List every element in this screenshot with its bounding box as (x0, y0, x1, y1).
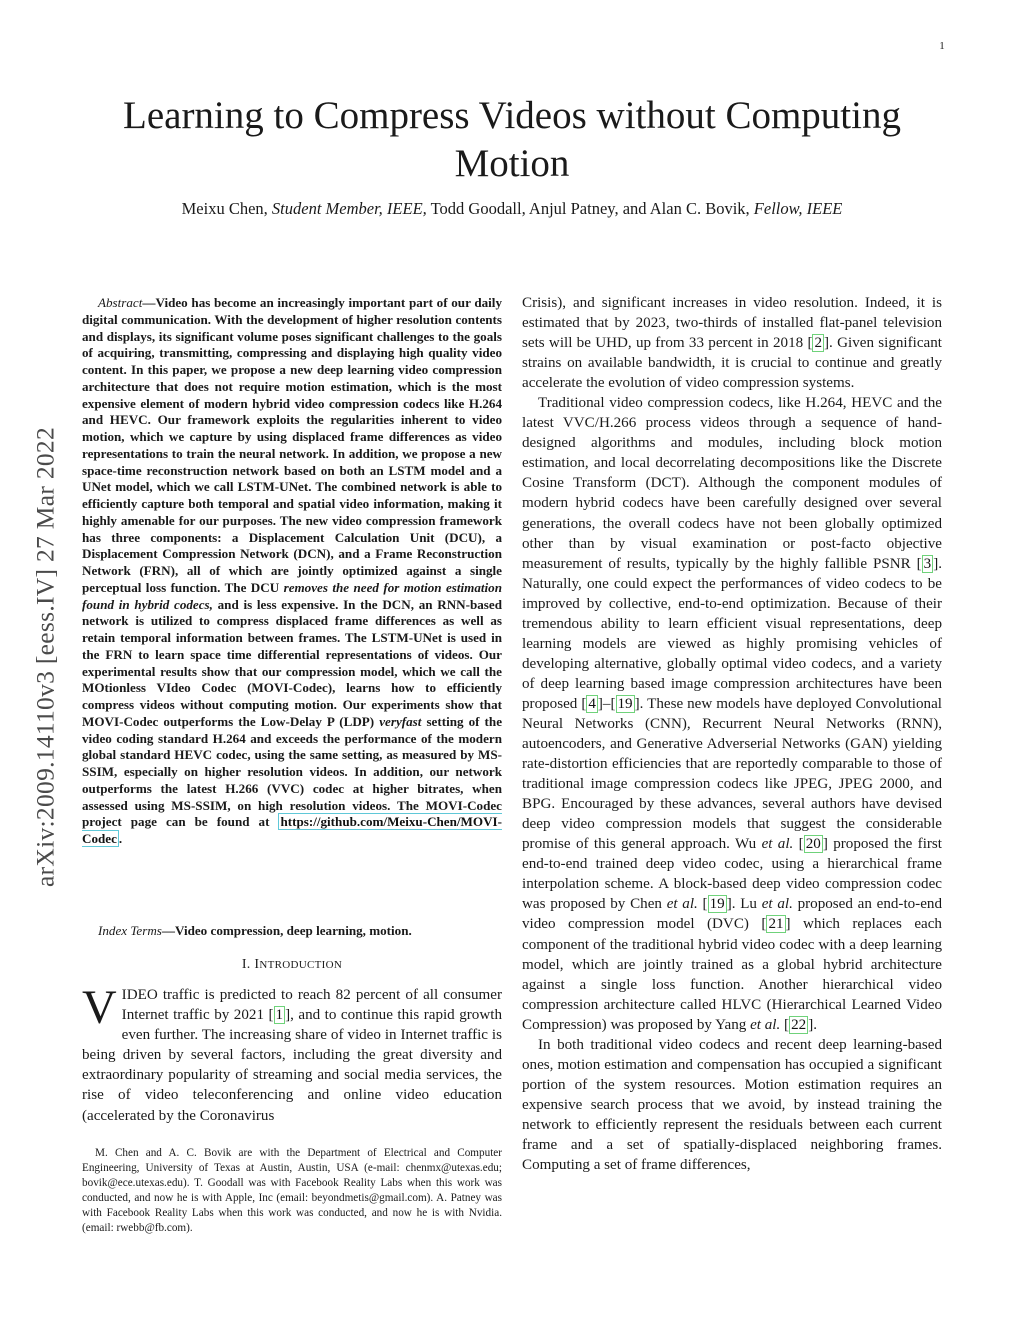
abstract-label: Abstract (98, 295, 143, 310)
abstract-text: —Video has become an increasingly important part of our daily digital communication. With the development of higher resolution contents and displays, its significant volume poses significant challenges to the goals of acquiring, transmitting, compressing and displaying high quality video content. In this paper, we propose a new deep learning video compression architecture that does not require motion estimation, which is the most expensive element of modern hybrid video compression codecs like H.264 and HEVC. Our framework exploits the regularities inherent to video motion, which we capture by using displaced frame differences as video representations to train the neural network. In addition, we propose a new space-time reconstruction network based on both an LSTM model and a UNet model, which we call LSTM-UNet. The combined network is able to efficiently capture both temporal and spatial video information, making it highly amenable for our purposes. The new video compression framework has three components: a Displacement Calculation Unit (DCU), a Displacement Compression Network (DCN), and a Frame Reconstruction Network (FRN), all of which are jointly optimized against a single perceptual loss function. The DCU (82, 295, 502, 595)
abstract (82, 295, 502, 848)
footnote: M. Chen and A. C. Bovik are with the Department of Electrical and Computer Engineering, University of Texas at Austin, Austin, USA (e-mail: chenmx@utexas.edu; bovik@ece.utexas.edu). T. Goodall was with Facebook Reality Labs when this work was conducted, and now he is with Apple, Inc (email: beyondmetis@gmail.com). A. Patney was with Facebook Reality Labs when this work was conducted, and now he is with Nvidia. (email: rwebb@fb.com). (82, 1147, 502, 1235)
drop-cap: V (82, 981, 117, 1034)
citation-link[interactable]: 3 (923, 555, 932, 572)
paragraph (522, 293, 942, 393)
body-text: ]. Given significant strains on available bandwidth, it is crucial to continue and greatly accelerate the evolution of video compression systems. (522, 335, 942, 392)
abstract-text: and is less expensive. In the DCN, an RNN-based network is utilized to compress displaced frame differences as well as retain temporal information between frames. The LSTM-UNet is used in the FRN to learn space time differential representations of videos. Our experimental results show that our compression model, which we call the MOtionless VIdeo Codec (MOVI-Codec), learns how to efficiently compress videos without computing motion. Our experiments show that MOVI-Codec outperforms the Low-Delay P (LDP) (82, 596, 502, 729)
intro-paragraph (82, 981, 502, 1126)
intro-text: traffic is predicted to reach 82 percent of all consumer Internet traffic by 2021 [ (121, 987, 502, 1024)
arxiv-stamp: arXiv:2009.14110v3 [eess.IV] 27 Mar 2022 (30, 426, 60, 888)
body-text: ]. These new models have deployed Convolutional Neural Networks (CNN), Recurrent Neural Networks (RNN), autoencoders, and Generative Adverserial Networks (GAN) yielding rate-distortion efficiencies that are reportedly comparable to those of traditional image compression codecs like JPEG, JPEG 2000, and BPG. Encouraged by these advances, several authors have devised deep video compression models that suggest the considerable promise of this general approach. Wu (522, 695, 942, 853)
body-text: [ (793, 836, 804, 853)
intro-text: ], and to continue this rapid growth even further. The increasing share of video in Internet traffic is being driven by several factors, including the great diversity and extraordinary popularity of streaming and social media services, the rise of video teleconferencing and online video education (accelerated by the Coronavirus (82, 1007, 502, 1124)
paragraph: In both traditional video codecs and recent deep learning-based ones, motion estimation and compensation has occupied a significant portion of the system resources. Motion estimation requires an expensive search process that we avoid, by instead training the network to efficiently represent the residuals between each current frame and a set of spatially-displaced neighboring frames. Computing a set of frame differences, (522, 1036, 942, 1174)
section-heading (82, 956, 502, 974)
body-text: proposed an end-to-end video compression model (DVC) [ (522, 896, 943, 933)
body-text: Traditional video compression codecs, like H.264, HEVC and the latest VVC/H.266 process videos through a sequence of hand-designed algorithms and modules, including block motion estimation, and local decorrelating decompositions like the Discrete Cosine Transform (DCT). Although the component modules of modern hybrid codecs have been carefully designed over several generations, the overall codecs have not been globally optimized other than by visual examination or post-facto objective measurement of results, typically by the highly fallible PSNR [ (522, 395, 942, 572)
et-al: et al. (666, 896, 698, 913)
paragraph (522, 393, 942, 1035)
body-text: [ (697, 896, 708, 913)
citation-link[interactable]: 20 (805, 836, 821, 853)
author-list (80, 198, 944, 220)
body-text: [ (780, 1016, 790, 1033)
index-terms-label: Index Terms (98, 923, 162, 938)
intro-caps: IDEO (121, 987, 158, 1003)
paper-title: Learning to Compress Videos without Computing Motion (123, 94, 901, 185)
index-terms (82, 922, 502, 939)
author-4-role: Fellow, IEEE (753, 199, 843, 218)
citation-link[interactable]: 19 (617, 695, 633, 712)
abstract-text: setting of the video coding standard H.264 and exceeds the performance of the modern global standard HEVC codec, using the same setting, as measured by MS-SSIM, especially on higher resolution videos. In addition, our network outperforms the latest H.266 (VVC) codec at higher bitrates, when assessed using MS-SSIM, on high resolution videos. The MOVI-Codec project page can be found at (82, 713, 503, 830)
body-text: ] which replaces each component of the traditional hybrid video codec with a deep learning model, which are jointly trained as a global hybrid architecture against a single loss function. Another hierarchical video compression architecture called HLVC (Hierarchical Learned Video Compression) was proposed by Yang (522, 916, 942, 1033)
page-number: 1 (939, 40, 945, 52)
abstract-emphasis: removes the need for motion estimation found in hybrid codecs, (82, 579, 502, 612)
right-column (522, 293, 942, 1175)
citation-link[interactable]: 22 (791, 1016, 807, 1033)
body-text: Crisis), and significant increases in video resolution. Indeed, it is estimated that by 2023, two-thirds of installed flat-panel television sets will be UHD, up from 33 percent in 2018 [ (522, 295, 942, 352)
index-terms-text: —Video compression, deep learning, motion. (161, 923, 412, 938)
author-1: Meixu Chen, (181, 199, 268, 218)
et-al: et al. (750, 1016, 781, 1033)
abstract-text: . (118, 831, 123, 846)
section-number: I. (241, 957, 251, 972)
abstract-emphasis: veryfast (379, 713, 422, 729)
project-link[interactable]: https://github.com/Meixu-Chen/MOVI-Codec (82, 814, 502, 846)
citation-link[interactable]: 2 (814, 335, 823, 352)
citation-link[interactable]: 4 (588, 695, 596, 712)
authors-rest: Todd Goodall, Anjul Patney, and Alan C. Bovik, (430, 199, 750, 218)
body-text: ]–[ (597, 695, 616, 712)
et-al: et al. (761, 896, 793, 913)
body-text: ]. Naturally, one could expect the performances of video codecs to be improved by collective, end-to-end optimization. Because of their tremendous ability to learn efficient visual representations, deep learning models are viewed as highly promising vehicles of developing alternative, globally optimal video codecs, and a variety of deep learning based image compression architectures have been proposed [ (522, 555, 942, 712)
section-title: NTRODUCTION (259, 959, 343, 971)
citation-link[interactable]: 21 (768, 916, 784, 933)
body-text: ]. Lu (726, 896, 762, 913)
arxiv-sidebar (16, 345, 74, 970)
et-al: et al. (761, 836, 794, 853)
author-1-role: Student Member, IEEE, (271, 199, 427, 218)
citation-link[interactable]: 19 (709, 896, 725, 913)
citation-link[interactable]: 1 (275, 1007, 284, 1024)
body-text: ] proposed the first end-to-end trained deep video codec, using a hierarchical frame interpolation scheme. A block-based deep video compression codec was proposed by Chen (522, 836, 942, 913)
section-title: I (254, 957, 260, 972)
body-text: ]. (808, 1016, 817, 1033)
